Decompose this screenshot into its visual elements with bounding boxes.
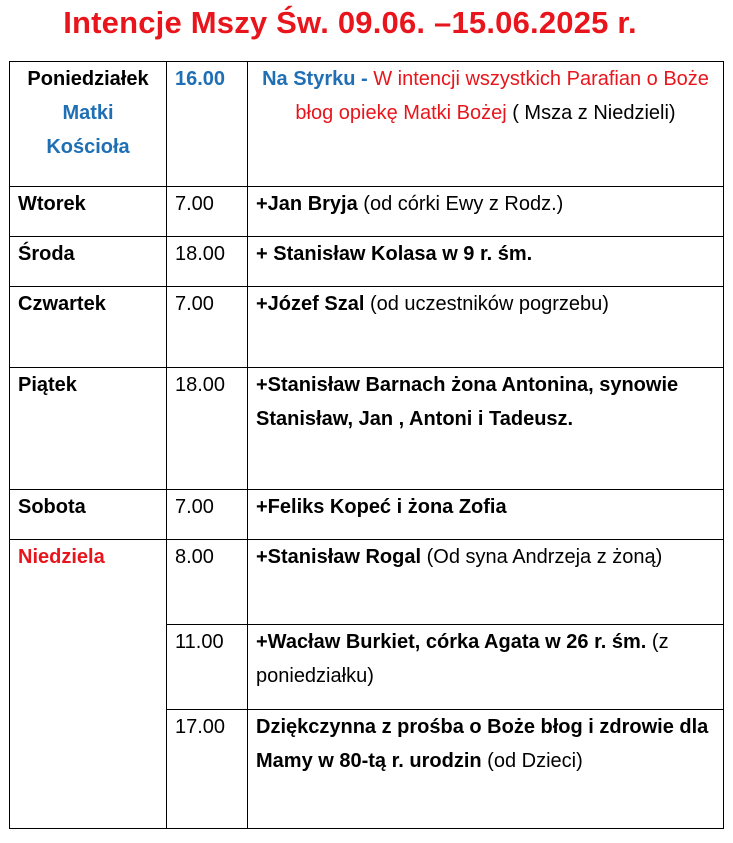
time-cell-tuesday xyxy=(167,187,248,237)
intention-note: (od Dzieci) xyxy=(481,750,583,772)
time-cell-sunday-1 xyxy=(167,540,248,625)
intention-note: (z poniedziałku) xyxy=(256,631,669,687)
mass-place: Na Styrku xyxy=(262,68,356,90)
intention-note: (od uczestników pogrzebu) xyxy=(364,293,609,315)
day-cell-tuesday xyxy=(10,187,167,237)
intention-text: + Stanisław Kolasa w 9 r. śm. xyxy=(256,243,533,265)
page-title: Intencje Mszy Św. 09.06. –15.06.2025 r. xyxy=(63,5,637,40)
day-cell-monday xyxy=(10,62,167,187)
time-cell-friday xyxy=(167,368,248,490)
table-row-saturday xyxy=(10,490,724,540)
intention-cell-sunday-3 xyxy=(248,710,724,829)
intention-text: W intencji wszystkich Parafian o Boże błog opiekę Matki Bożej xyxy=(295,68,709,124)
mass-time: 16.00 xyxy=(175,68,226,90)
intention-cell-sunday-2 xyxy=(248,625,724,710)
intention-cell-tuesday xyxy=(248,187,724,237)
separator-dash: - xyxy=(355,68,374,90)
mass-time: 11.00 xyxy=(175,631,224,653)
day-label-friday: Piątek xyxy=(18,374,77,396)
time-cell-sunday-2 xyxy=(167,625,248,710)
day-label-wednesday: Środa xyxy=(18,243,75,265)
mass-intentions-table xyxy=(9,61,724,829)
intention-cell-thursday xyxy=(248,287,724,368)
day-cell-sunday xyxy=(10,540,167,829)
intention-text: +Stanisław Rogal xyxy=(256,546,422,568)
intention-note: (Od syna Andrzeja z żoną) xyxy=(421,546,663,568)
time-cell-thursday xyxy=(167,287,248,368)
day-label-monday: Poniedziałek xyxy=(27,68,149,90)
intention-text: +Jan Bryja xyxy=(256,193,358,215)
table-row-sunday-1 xyxy=(10,540,724,625)
mass-time: 7.00 xyxy=(175,193,214,215)
intention-text: Dziękczynna z prośba o Boże błog i zdrowie dla Mamy w 80-tą r. urodzin xyxy=(256,716,709,772)
table-row-friday xyxy=(10,368,724,490)
intention-cell-monday xyxy=(248,62,724,187)
intention-cell-friday xyxy=(248,368,724,490)
day-cell-friday xyxy=(10,368,167,490)
day-cell-saturday xyxy=(10,490,167,540)
mass-time: 17.00 xyxy=(175,716,226,738)
table-row-wednesday xyxy=(10,237,724,287)
day-cell-wednesday xyxy=(10,237,167,287)
day-cell-thursday xyxy=(10,287,167,368)
mass-time: 18.00 xyxy=(175,243,226,265)
intention-cell-sunday-1 xyxy=(248,540,724,625)
mass-time: 8.00 xyxy=(175,546,214,568)
mass-time: 18.00 xyxy=(175,374,226,396)
table-row-thursday xyxy=(10,287,724,368)
intention-note: (od córki Ewy z Rodz.) xyxy=(357,193,564,215)
day-label-thursday: Czwartek xyxy=(18,293,106,315)
table-row-monday xyxy=(10,62,724,187)
time-cell-monday xyxy=(167,62,248,187)
day-label-sunday: Niedziela xyxy=(18,546,105,568)
intention-text: +Feliks Kopeć i żona Zofia xyxy=(256,496,507,518)
intention-cell-wednesday xyxy=(248,237,724,287)
time-cell-saturday xyxy=(167,490,248,540)
time-cell-wednesday xyxy=(167,237,248,287)
intention-note: ( Msza z Niedzieli) xyxy=(506,102,676,124)
intention-cell-saturday xyxy=(248,490,724,540)
intention-text: +Józef Szal xyxy=(256,293,365,315)
feast-name-line2: Kościoła xyxy=(46,136,130,158)
feast-name-line1: Matki xyxy=(62,102,114,124)
mass-time: 7.00 xyxy=(175,496,214,518)
intention-text: +Stanisław Barnach żona Antonina, synowie Stanisław, Jan , Antoni i Tadeusz. xyxy=(256,374,679,430)
day-label-saturday: Sobota xyxy=(18,496,86,518)
mass-time: 7.00 xyxy=(175,293,214,315)
time-cell-sunday-3 xyxy=(167,710,248,829)
day-label-tuesday: Wtorek xyxy=(18,193,86,215)
table-row-tuesday xyxy=(10,187,724,237)
intention-text: +Wacław Burkiet, córka Agata w 26 r. śm. xyxy=(256,631,647,653)
